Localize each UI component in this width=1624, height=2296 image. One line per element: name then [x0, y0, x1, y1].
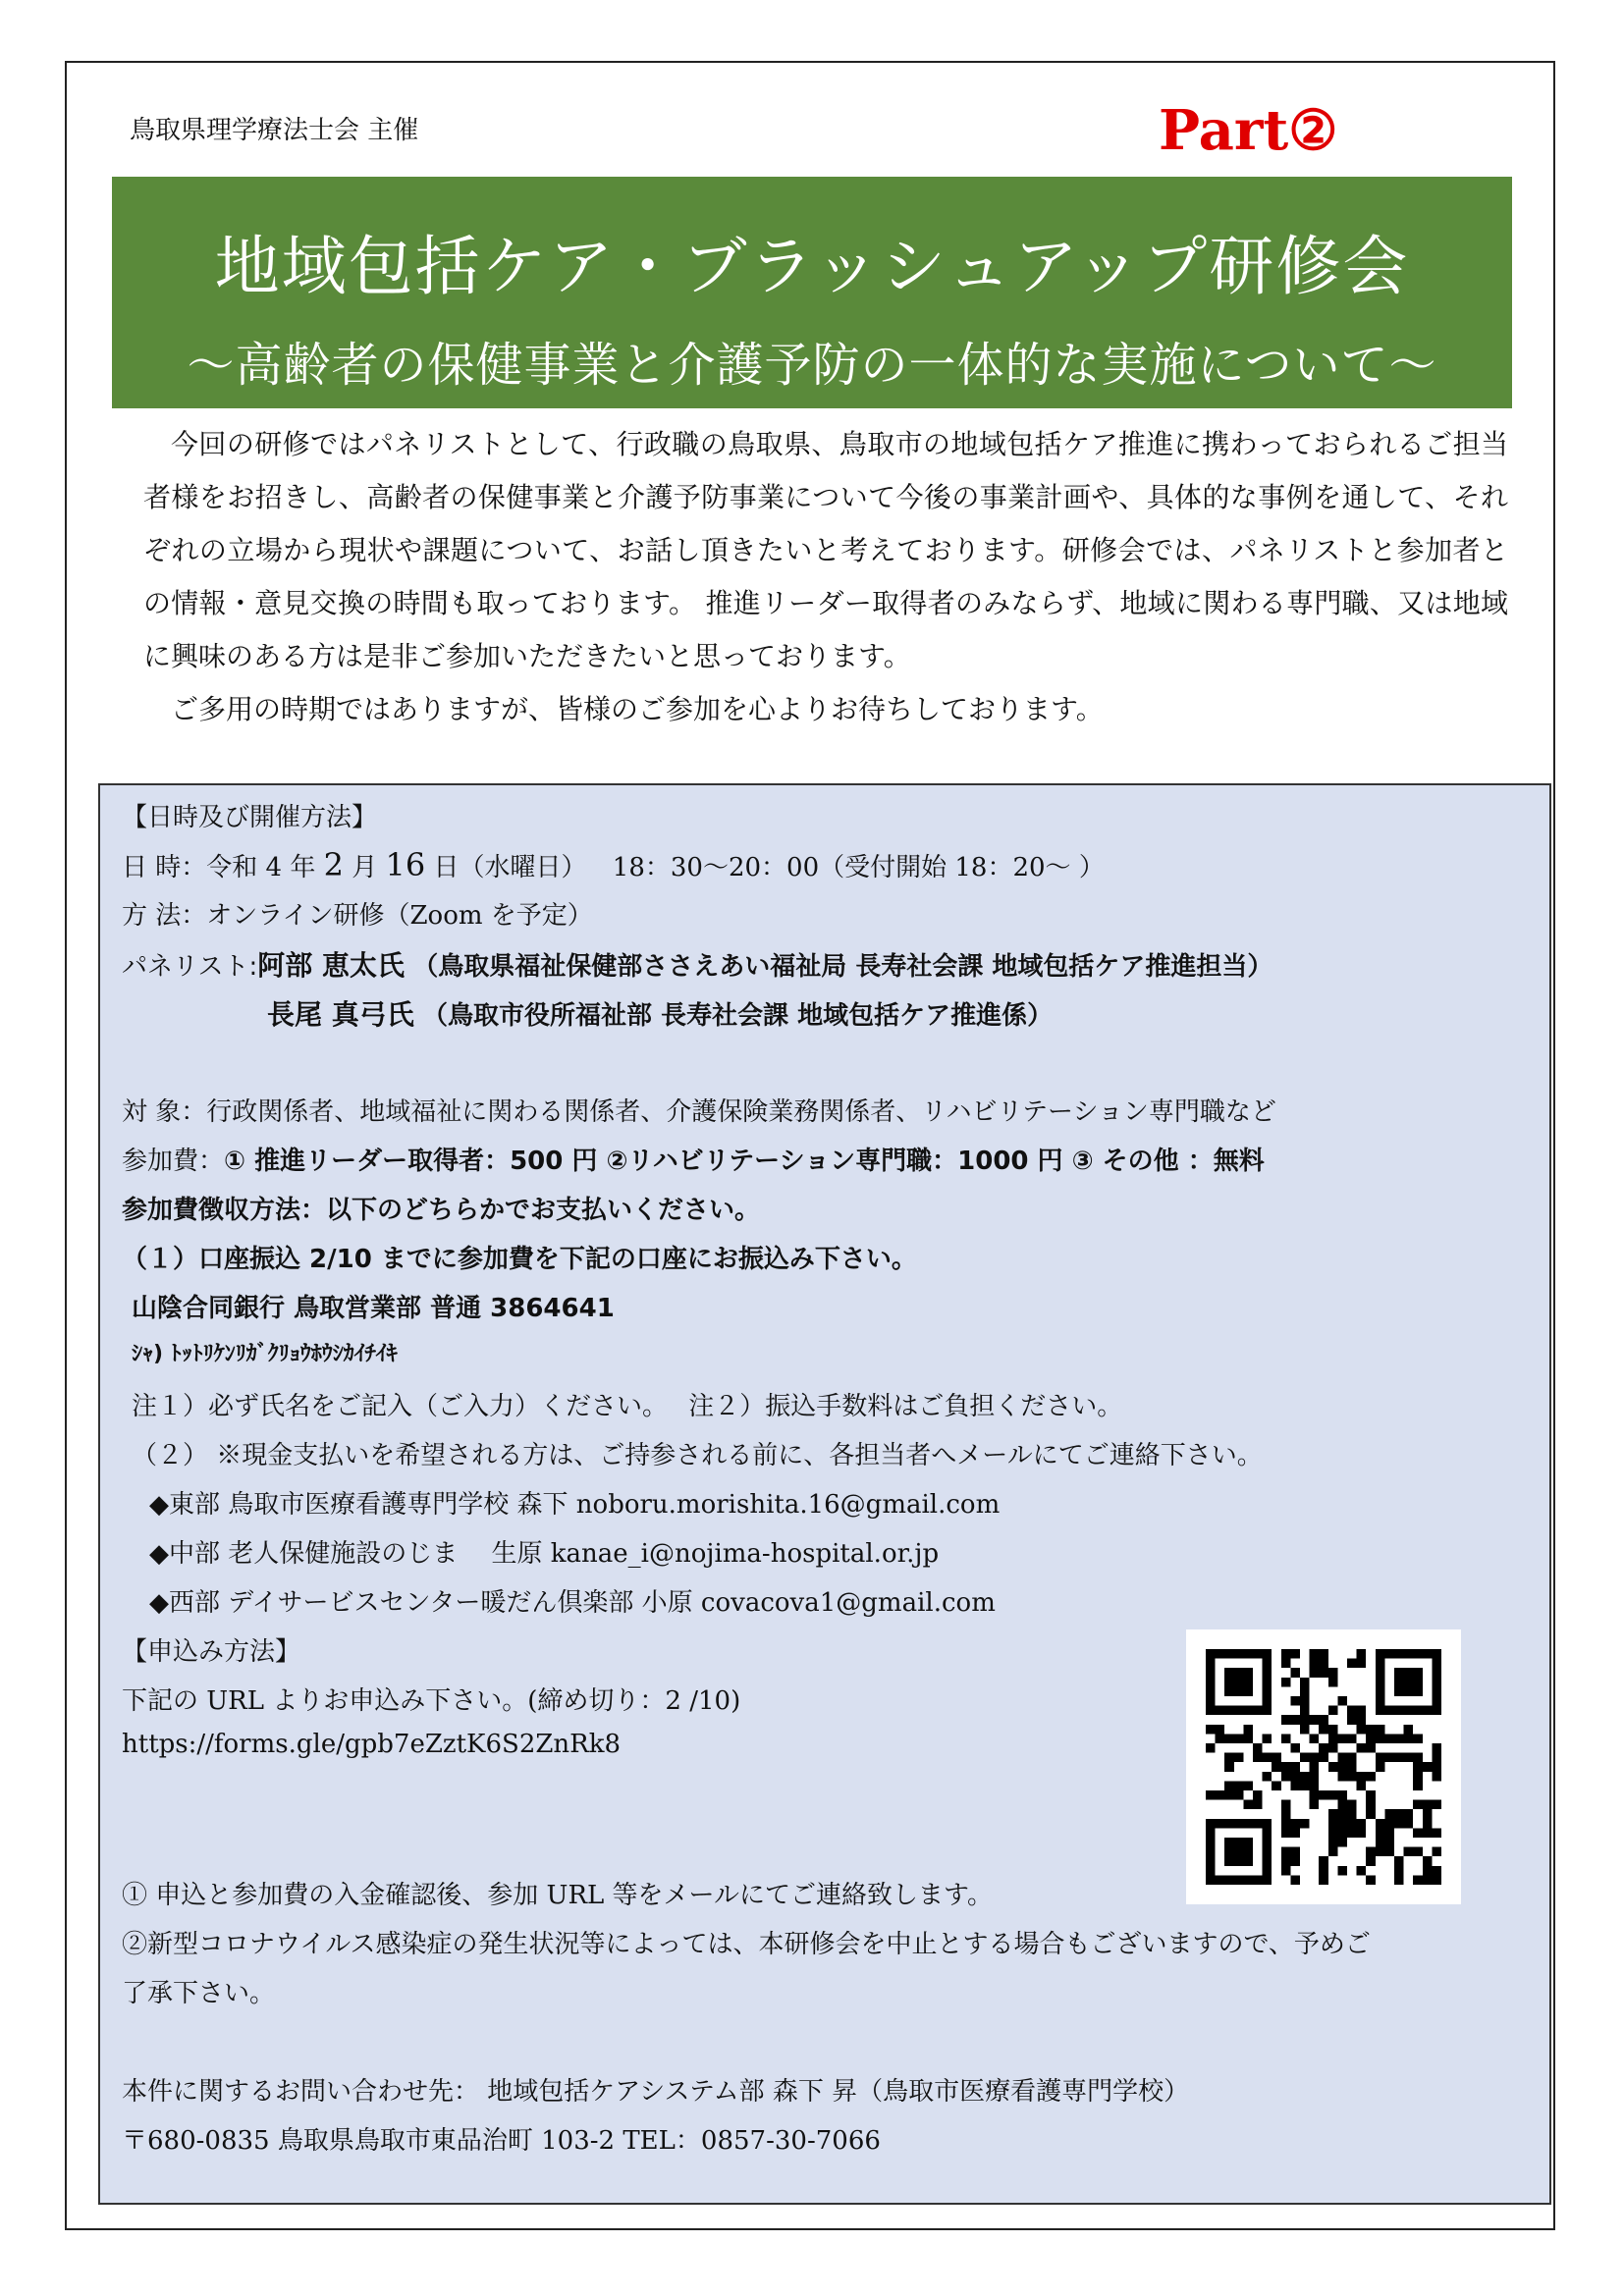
date-label: 日 時： [122, 853, 207, 882]
contact-east: ◆東部 鳥取市医療看護専門学校 森下 noboru.morishita.16@gmail.com [149, 1490, 1001, 1520]
date-line [122, 846, 1105, 883]
inquiry-address: 〒680-0835 鳥取県鳥取市東品治町 103-2 TEL：0857-30-7066 [122, 2126, 881, 2156]
intro-text [143, 418, 1508, 736]
panelist-name: 長尾 真弓氏 [267, 998, 414, 1031]
target-value: 行政関係者、地域福祉に関わる関係者、介護保険業務関係者、リハビリテーション専門職など [206, 1097, 1276, 1127]
transfer-info: （１）口座振込 2/10 までに参加費を下記の口座にお振込み下さい。 [122, 1245, 917, 1274]
apply-note-2: ②新型コロナウイルス感染症の発生状況等によっては、本研修会を中止とする場合もございますので、予めご [122, 1930, 1371, 1959]
apply-url-link[interactable]: https://forms.gle/gpb7eZztK6S2ZnRk8 [122, 1730, 622, 1759]
fee-method: 参加費徴収方法：以下のどちらかでお支払いください。 [122, 1196, 761, 1225]
details-heading: 【日時及び開催方法】 [122, 803, 378, 832]
qr-code-pattern [1206, 1649, 1441, 1885]
fee-label: 参加費： [122, 1147, 225, 1176]
fee-line [122, 1141, 1265, 1177]
date-month-unit: 月 [352, 853, 378, 882]
contact-west: ◆西部 デイサービスセンター暖だん倶楽部 小原 covacova1@gmail.com [149, 1588, 996, 1618]
inquiry-contact: 本件に関するお問い合わせ先： 地域包括ケアシステム部 森下 昇（鳥取市医療看護専門学校） [122, 2077, 1190, 2107]
date-month: 2 [323, 846, 344, 883]
target-line [122, 1092, 1276, 1128]
event-title: 地域包括ケア・ブラッシュアップ研修会 [214, 229, 1410, 304]
method-label: 方 法： [122, 901, 207, 931]
target-label: 対 象： [122, 1097, 207, 1127]
account-name: ｼｬ) ﾄｯﾄﾘｹﾝﾘｶﾞｸﾘｮｳﾎｳｼｶｲﾁｲｷ [132, 1342, 398, 1366]
bank-account: 山陰合同銀行 鳥取営業部 普通 3864641 [132, 1294, 615, 1323]
intro-paragraph: 今回の研修ではパネリストとして、行政職の鳥取県、鳥取市の地域包括ケア推進に携わっておられるご担当者様をお招きし、高齢者の保健事業と介護予防事業について今後の事業計画や、具体的な事例を通して、それぞれの立場から現状や課題について、お話し頂きたいと考えております。研修会では、パネリストと参加者との情報・意見交換の時間も取っております。 推進リーダー取得者のみならず、地域に関わる専門職、又は地域に興味のある方は是非ご参加いただきたいと思っております。 [143, 428, 1508, 672]
intro-paragraph: ご多用の時期ではありますが、皆様のご参加を心よりお待ちしております。 [171, 693, 1104, 725]
title-banner [112, 177, 1512, 408]
cash-payment-info: （２） ※現金支払いを希望される方は、ご持参される前に、各担当者へメールにてご連絡下さい。 [132, 1441, 1263, 1470]
date-day-unit: 日（水曜日） [433, 853, 587, 882]
apply-note-1: ① 申込と参加費の入金確認後、参加 URL 等をメールにてご連絡致します。 [122, 1881, 993, 1910]
contact-central: ◆中部 老人保健施設のじま 生原 kanae_i@nojima-hospital.or.jp [149, 1539, 940, 1569]
fee-value: ① 推進リーダー取得者：500 円 ②リハビリテーション専門職：1000 円 ③ その他 ：無料 [224, 1147, 1265, 1176]
apply-instruction: 下記の URL よりお申込み下さい。(締め切り：2 /10) [122, 1686, 741, 1716]
transfer-notes: 注１）必ず氏名をご記入（ご入力）ください。 注２）振込手数料はご負担ください。 [132, 1392, 1123, 1421]
panelist-name: 阿部 恵太氏 [257, 949, 405, 982]
event-subtitle: ～高齢者の保健事業と介護予防の一体的な実施について～ [187, 338, 1437, 393]
organizer-text: 鳥取県理学療法士会 主催 [130, 116, 419, 145]
method-line [122, 895, 593, 932]
qr-code[interactable] [1186, 1629, 1461, 1904]
panelist-line-1 [122, 944, 1272, 984]
panelist-label: パネリスト: [122, 952, 258, 982]
date-day: 16 [385, 846, 426, 883]
panelist-line-2 [267, 993, 1053, 1033]
apply-note-2-cont: 了承下さい。 [122, 1979, 276, 2008]
date-era: 令和 4 年 [206, 853, 316, 882]
date-time: 18：30～20：00（受付開始 18：20～ ） [612, 853, 1105, 882]
panelist-affiliation: （鳥取市役所福祉部 長寿社会課 地域包括ケア推進係） [422, 1001, 1054, 1031]
part-label: Part② [1159, 98, 1338, 163]
panelist-affiliation: （鳥取県福祉保健部ささえあい福祉局 長寿社会課 地域包括ケア推進担当） [412, 952, 1273, 982]
method-value: オンライン研修（Zoom を予定） [206, 901, 593, 931]
apply-heading: 【申込み方法】 [122, 1637, 301, 1667]
